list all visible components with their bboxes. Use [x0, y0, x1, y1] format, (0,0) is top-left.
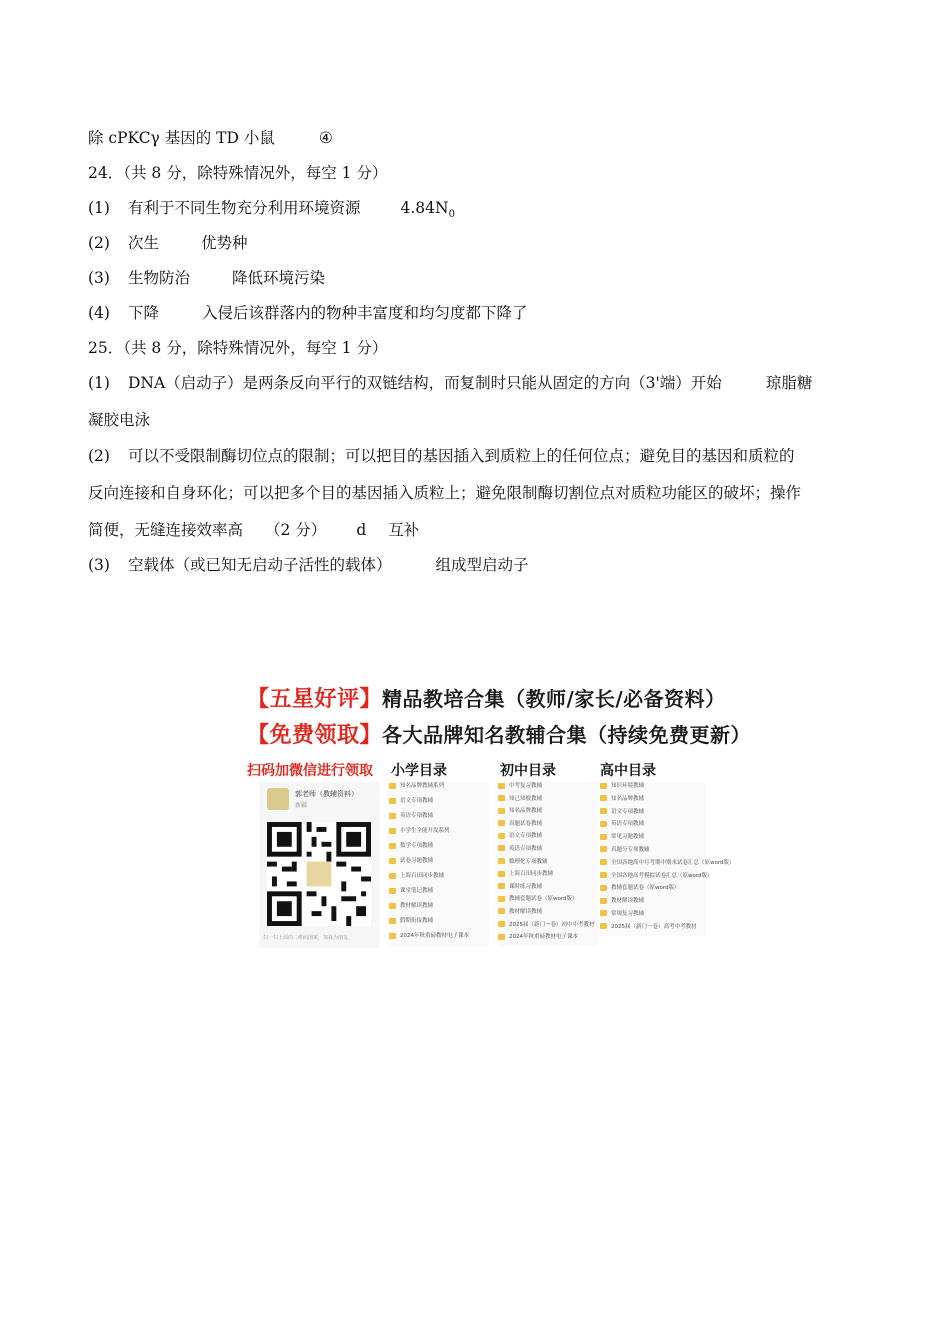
folder-item[interactable]: [600, 910, 705, 923]
folder-label: 试卷习题教辅: [400, 858, 434, 864]
column-middle: 初中目录: [500, 763, 556, 779]
folder-label: 2025届（新门一卷）高考中考教材: [611, 923, 697, 930]
folder-item[interactable]: [600, 795, 705, 808]
line-text: 凝胶电泳: [88, 411, 151, 429]
line-text: 简便，无缝连接效率高: [88, 521, 244, 539]
score-note: （2 分）: [265, 521, 327, 539]
folder-icon: [600, 846, 607, 852]
part-number: (1): [88, 374, 110, 392]
folder-item[interactable]: [498, 870, 598, 883]
card-location: 新疆: [295, 802, 308, 809]
folder-icon: [498, 896, 505, 902]
folder-icon: [389, 903, 396, 909]
folder-item[interactable]: [498, 895, 598, 908]
folder-item[interactable]: [498, 933, 598, 946]
folder-icon: [600, 859, 607, 865]
promo-title-2: [247, 718, 751, 749]
answer: 降低环境污染: [232, 269, 326, 287]
folder-icon: [389, 783, 396, 789]
middle-list: [498, 782, 598, 946]
folder-item[interactable]: [600, 820, 705, 833]
folder-icon: [600, 898, 607, 904]
folder-label: 英语专项教辅: [400, 813, 434, 819]
folder-item[interactable]: [498, 921, 598, 934]
folder-label: 2024年秋重磅教材电子课本: [400, 933, 469, 939]
q25-part-1-cont: [88, 410, 150, 430]
folder-label: 教材解读教辅: [509, 908, 543, 915]
folder-label: 全国各地高中月考期中期末试卷汇总（原word版）: [611, 859, 735, 866]
folder-label: 中考复习教辅: [509, 783, 543, 789]
folder-icon: [389, 918, 396, 924]
card-footnote: 扫一扫上面的二维码图案，加我为朋友。: [263, 935, 354, 941]
folder-icon: [600, 885, 607, 891]
folder-label: 2025届（新门一卷）初中中考教材: [509, 921, 595, 928]
q25-part-2-cont2: [88, 520, 419, 540]
answer: 空载体（或已知无启动子活性的载体）: [128, 556, 392, 574]
folder-item[interactable]: [600, 923, 705, 936]
answer: 次生: [128, 234, 160, 252]
folder-item[interactable]: [600, 897, 705, 910]
answer: 组成型启动子: [435, 556, 529, 574]
folder-label: 教材解读教辅: [400, 903, 434, 909]
subscript: 0: [448, 209, 455, 221]
folder-item[interactable]: [389, 902, 489, 917]
q25-part-2: [88, 446, 795, 466]
qr-code-icon[interactable]: [267, 822, 371, 926]
q24-part-4: [88, 303, 528, 323]
card-name: 郭老师（教辅资料）: [295, 790, 358, 798]
folder-label: 语文专项教辅: [400, 798, 434, 804]
q25-part-2-cont1: [88, 483, 801, 503]
folder-item[interactable]: [600, 846, 705, 859]
part-number: (1): [88, 199, 110, 217]
folder-label: 常见习题教辅: [611, 834, 645, 841]
folder-icon: [389, 888, 396, 894]
line-text: 反向连接和自身环化；可以把多个目的基因插入质粒上；避免限制酶切割位点对质粒功能区的破坏；操作: [88, 484, 802, 502]
folder-label: 数理化专项教辅: [509, 858, 548, 865]
folder-item[interactable]: [498, 883, 598, 896]
column-high: 高中目录: [600, 763, 656, 779]
answer: 互补: [388, 521, 420, 539]
answer: DNA（启动子）是两条反向平行的双链结构，而复制时只能从固定的方向（3'端）开始: [128, 374, 722, 392]
folder-label: 常规复习教辅: [611, 910, 645, 917]
title-rest: 各大品牌知名教辅合集（持续免费更新）: [382, 723, 752, 747]
q24-part-1: [88, 198, 455, 225]
folder-icon: [498, 934, 505, 940]
folder-icon: [389, 843, 396, 849]
folder-icon: [498, 845, 505, 851]
folder-item[interactable]: [389, 932, 489, 947]
highlight: 【免费领取】: [247, 723, 383, 748]
folder-item[interactable]: [498, 908, 598, 921]
folder-icon: [600, 808, 607, 814]
folder-label: 课时练习教辅: [509, 883, 543, 890]
folder-label: 知名品牌教辅: [611, 795, 645, 802]
folder-icon: [389, 933, 396, 939]
folder-label: 数学专项教辅: [400, 843, 434, 849]
folder-item[interactable]: [389, 887, 489, 902]
folder-icon: [600, 923, 607, 929]
folder-icon: [600, 872, 607, 878]
folder-item[interactable]: [389, 812, 489, 827]
folder-icon: [498, 795, 505, 801]
folder-label: 教材解读教辅: [611, 898, 645, 905]
line-text: 25．（共 8 分，除特殊情况外，每空 1 分）: [88, 339, 388, 357]
question-24-header: [88, 163, 387, 183]
folder-label: 2024年秋重磅教材电子课本: [509, 934, 578, 941]
answer: 下降: [128, 304, 160, 322]
folder-item[interactable]: [389, 797, 489, 812]
folder-label: 上海百田同步教辅: [400, 873, 445, 879]
folder-icon: [600, 795, 607, 801]
folder-label: 语文专项教辅: [611, 808, 645, 815]
folder-icon: [389, 828, 396, 834]
folder-item[interactable]: [600, 833, 705, 846]
folder-item[interactable]: [389, 782, 489, 797]
promo-title-1: [247, 682, 726, 713]
folder-label: 上海百田同步教辅: [509, 871, 554, 878]
answer-circle-4: ④: [318, 129, 333, 147]
folder-item[interactable]: [389, 857, 489, 872]
part-number: (2): [88, 447, 110, 465]
answer: 入侵后该群落内的物种丰富度和均匀度都下降了: [202, 304, 528, 322]
q25-part-1: [88, 373, 812, 393]
folder-label: 课堂笔记教辅: [400, 888, 434, 894]
folder-item[interactable]: [600, 782, 705, 795]
folder-label: 真题分专项教辅: [611, 846, 650, 853]
part-number: (3): [88, 269, 110, 287]
wechat-card: [259, 782, 379, 948]
folder-icon: [498, 858, 505, 864]
folder-icon: [498, 820, 505, 826]
folder-label: 知己知彼教辅: [509, 795, 543, 802]
q24-part-2: [88, 233, 248, 253]
folder-item[interactable]: [600, 808, 705, 821]
folder-item[interactable]: [389, 827, 489, 842]
folder-item[interactable]: [600, 859, 735, 872]
folder-item[interactable]: [498, 820, 598, 833]
question-25-header: [88, 338, 387, 358]
folder-icon: [498, 783, 505, 789]
folder-icon: [498, 908, 505, 914]
highlight: 【五星好评】: [247, 687, 383, 712]
primary-list: [389, 782, 489, 947]
folder-item[interactable]: [389, 842, 489, 857]
answer: 可以不受限制酶切位点的限制；可以把目的基因插入到质粒上的任何位点；避免目的基因和质粒的: [128, 447, 795, 465]
folder-icon: [498, 833, 505, 839]
folder-item[interactable]: [498, 795, 598, 808]
folder-label: 教辅套题试卷（原word版）: [611, 885, 680, 892]
folder-icon: [389, 873, 396, 879]
folder-icon: [600, 834, 607, 840]
q25-part-3: [88, 555, 529, 575]
folder-label: 知识环境教辅: [611, 783, 645, 789]
answer-line-1: [88, 128, 333, 148]
folder-icon: [389, 813, 396, 819]
folder-label: 英语专项教辅: [509, 845, 543, 852]
folder-label: 假期衔接教辅: [400, 918, 434, 924]
folder-label: 全国各地高考模拟试卷汇总（原word版）: [611, 872, 713, 879]
folder-icon: [498, 921, 505, 927]
folder-icon: [600, 783, 607, 789]
answer: 有利于不同生物充分利用环境资源: [128, 199, 361, 217]
high-list: [600, 782, 735, 936]
answer: 生物防治: [128, 269, 191, 287]
answer: 优势种: [201, 234, 248, 252]
folder-icon: [498, 883, 505, 889]
answer: 琼脂糖: [765, 374, 813, 392]
part-number: (3): [88, 556, 110, 574]
folder-item[interactable]: [498, 782, 598, 795]
folder-icon: [600, 821, 607, 827]
folder-label: 知名品牌教辅: [509, 808, 543, 815]
folder-label: 教辅套题试卷（原word版）: [509, 896, 578, 903]
folder-icon: [600, 910, 607, 916]
answer: 4.84N: [400, 199, 449, 217]
folder-item[interactable]: [498, 807, 598, 820]
scan-label: 扫码加微信进行领取: [247, 763, 373, 779]
part-number: (2): [88, 234, 110, 252]
folder-item[interactable]: [498, 845, 598, 858]
folder-label: 知名品牌教辅系列: [400, 783, 445, 789]
part-number: (4): [88, 304, 110, 322]
line-text: 24．（共 8 分，除特殊情况外，每空 1 分）: [88, 164, 388, 182]
folder-icon: [389, 858, 396, 864]
line-text: 除 cPKCγ 基因的 TD 小鼠: [88, 129, 275, 147]
folder-item[interactable]: [498, 858, 598, 871]
avatar: [267, 788, 289, 810]
promo-banner[interactable]: [247, 678, 752, 950]
folder-label: 小学生全能开发系列: [400, 828, 450, 834]
folder-icon: [498, 808, 505, 814]
folder-item[interactable]: [389, 872, 489, 887]
folder-icon: [498, 871, 505, 877]
folder-item[interactable]: [600, 884, 705, 897]
folder-item[interactable]: [600, 872, 713, 885]
folder-label: 真题试卷教辅: [509, 820, 543, 827]
folder-label: 语文专项教辅: [509, 833, 543, 840]
folder-label: 英语专项教辅: [611, 821, 645, 828]
q24-part-3: [88, 268, 325, 288]
folder-item[interactable]: [498, 832, 598, 845]
answer: d: [356, 521, 367, 539]
title-rest: 精品教培合集（教师/家长/必备资料）: [382, 687, 726, 711]
folder-item[interactable]: [389, 917, 489, 932]
column-primary: 小学目录: [391, 763, 447, 779]
folder-icon: [389, 798, 396, 804]
